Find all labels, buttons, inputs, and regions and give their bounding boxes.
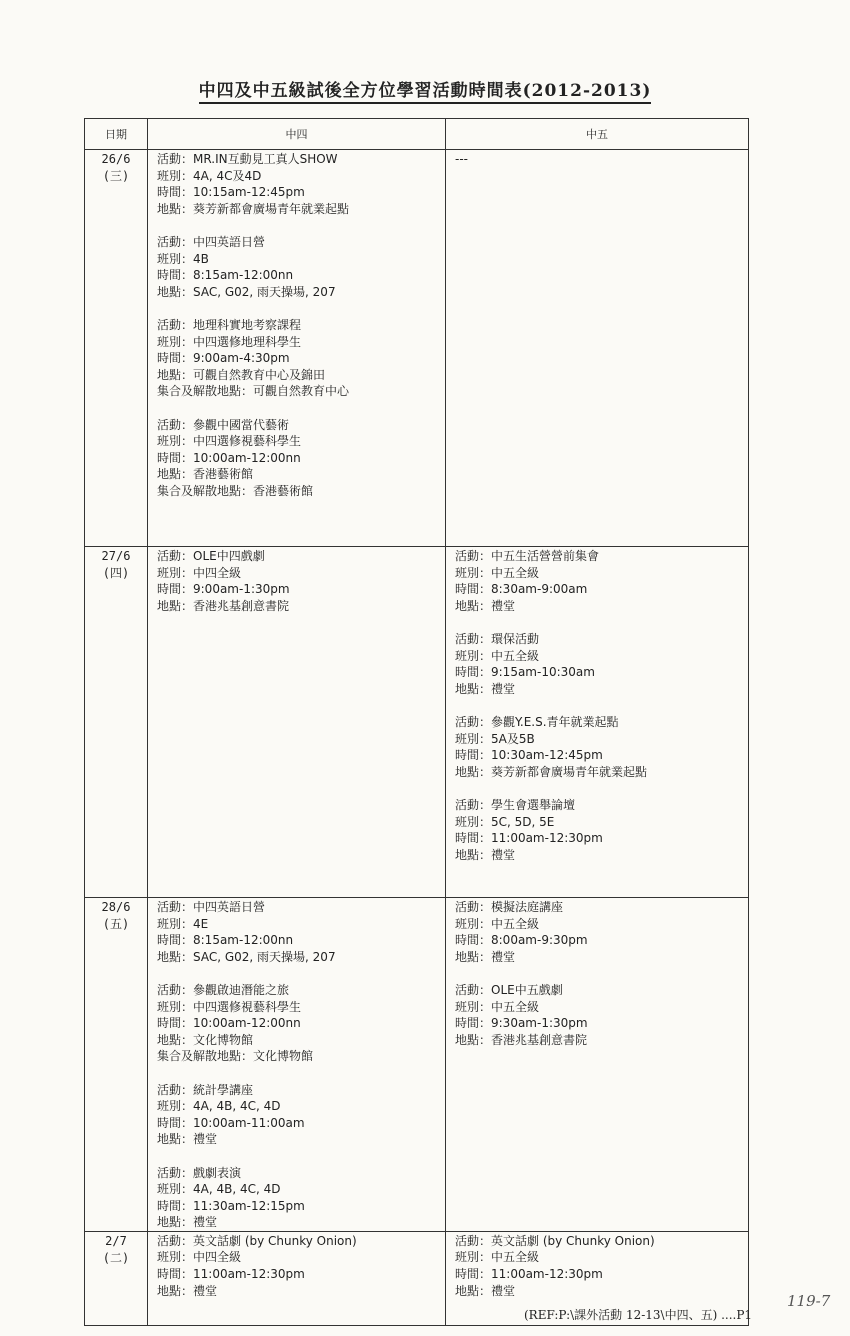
activity-line: 時間：10:15am-12:45pm (157, 185, 305, 200)
date-value: 27/6 (101, 549, 131, 563)
activity-line: 活動：中四英語日營 (157, 234, 266, 249)
activity-line: 活動：中五生活營營前集會 (455, 549, 600, 563)
form4-cell (148, 898, 446, 1232)
activity-line: 時間：9:30am-1:30pm (455, 1016, 588, 1031)
no-activity-text: --- (455, 152, 468, 166)
form4-cell (148, 547, 446, 898)
activity-line: 地點：禮堂 (455, 598, 516, 613)
activity-line: 地點：禮堂 (455, 847, 516, 862)
header-date: 日期 (85, 119, 148, 150)
weekday-value: (五) (102, 917, 130, 931)
footer-reference: (REF:P:\課外活動 12-13\中四、五) ....P1 (524, 1308, 753, 1322)
activity-block (157, 151, 445, 217)
activity-block (455, 548, 748, 614)
activity-block (157, 1082, 445, 1148)
activity-line: 活動：模擬法庭講座 (455, 900, 564, 914)
activity-line: 地點：可觀自然教育中心及錦田 (157, 367, 326, 382)
activity-line: 班別：5C, 5D, 5E (455, 814, 555, 829)
table-row (85, 150, 749, 547)
activity-line: 班別：5A及5B (455, 731, 535, 746)
activity-line: 時間：10:00am-11:00am (157, 1115, 305, 1130)
date-value: 26/6 (101, 152, 131, 166)
activity-line: 活動：戲劇表演 (157, 1165, 242, 1180)
activity-line: 時間：11:00am-12:30pm (157, 1267, 305, 1282)
activity-line: 班別：中四選修視藝科學生 (157, 999, 302, 1014)
activity-line: 時間：9:00am-1:30pm (157, 582, 290, 597)
activity-line: 時間：9:00am-4:30pm (157, 351, 290, 366)
header-form5: 中五 (446, 119, 749, 150)
schedule-table (84, 118, 749, 1326)
form5-cell (446, 150, 749, 547)
activity-block (157, 317, 445, 400)
form4-cell (148, 150, 446, 547)
activity-line: 活動：參觀Y.E.S.青年就業起點 (455, 714, 619, 729)
activity-block (157, 234, 445, 300)
activity-line: 地點：葵芳新都會廣場青年就業起點 (157, 201, 350, 216)
activity-line: 班別：中五全級 (455, 1250, 540, 1265)
activity-line: 活動：學生會選舉論壇 (455, 797, 576, 812)
activity-line: 班別：中四選修地理科學生 (157, 334, 302, 349)
activity-line: 地點：禮堂 (157, 1132, 218, 1147)
activity-line: 集合及解散地點：香港藝術館 (157, 483, 314, 498)
activity-line: 班別：中五全級 (455, 999, 540, 1014)
activity-line: 地點：禮堂 (455, 949, 516, 964)
date-value: 28/6 (101, 900, 131, 914)
activity-line: 活動：英文話劇 (by Chunky Onion) (455, 1233, 655, 1248)
activity-line: 地點：香港兆基創意書院 (455, 1032, 588, 1047)
activity-line: 班別：4A, 4C及4D (157, 168, 262, 183)
activity-line: 地點：葵芳新都會廣場青年就業起點 (455, 764, 648, 779)
activity-line: 班別：中四選修視藝科學生 (157, 434, 302, 449)
activity-line: 活動：OLE中五戲劇 (455, 982, 563, 997)
form4-cell (148, 1231, 446, 1325)
activity-line: 班別：中五全級 (455, 565, 540, 580)
activity-block (157, 417, 445, 500)
activity-line: 時間：8:15am-12:00nn (157, 933, 294, 948)
activity-line: 集合及解散地點：可觀自然教育中心 (157, 384, 350, 399)
activity-line: 時間：8:00am-9:30pm (455, 933, 588, 948)
activity-line: 活動：地理科實地考察課程 (157, 317, 302, 332)
activity-line: 時間：8:15am-12:00nn (157, 268, 294, 283)
table-row (85, 898, 749, 1232)
activity-block (157, 982, 445, 1065)
activity-line: 班別：4B (157, 251, 209, 266)
activity-line: 時間：10:30am-12:45pm (455, 748, 603, 763)
form5-cell (446, 898, 749, 1232)
activity-line: 時間：8:30am-9:00am (455, 582, 588, 597)
header-form4: 中四 (148, 119, 446, 150)
activity-line: 班別：中五全級 (455, 916, 540, 931)
activity-line: 地點：禮堂 (455, 1283, 516, 1298)
activity-block (157, 1165, 445, 1231)
activity-line: 地點：SAC, G02, 雨天操場, 207 (157, 949, 336, 964)
date-cell (85, 1231, 148, 1325)
activity-line: 班別：中五全級 (455, 648, 540, 663)
activity-line: 地點：禮堂 (157, 1215, 218, 1230)
activity-line: 活動：參觀啟迪潛能之旅 (157, 982, 290, 997)
activity-line: 活動：英文話劇 (by Chunky Onion) (157, 1233, 357, 1248)
activity-line: 時間：10:00am-12:00nn (157, 450, 301, 465)
activity-line: 活動：參觀中國當代藝術 (157, 417, 290, 432)
activity-line: 地點：香港藝術館 (157, 467, 254, 482)
date-value: 2/7 (105, 1233, 127, 1248)
weekday-value: (二) (102, 1250, 130, 1265)
date-cell (85, 898, 148, 1232)
activity-block (455, 714, 748, 780)
activity-line: 地點：禮堂 (455, 681, 516, 696)
document-title: 中四及中五級試後全方位學習活動時間表(2012-2013) (0, 76, 850, 101)
date-cell (85, 150, 148, 547)
activity-line: 活動：OLE中四戲劇 (157, 549, 265, 563)
activity-line: 集合及解散地點：文化博物館 (157, 1049, 314, 1064)
activity-line: 班別：4E (157, 916, 209, 931)
activity-block (455, 797, 748, 863)
table-row (85, 547, 749, 898)
activity-line: 班別：4A, 4B, 4C, 4D (157, 1099, 281, 1114)
activity-line: 時間：10:00am-12:00nn (157, 1016, 301, 1031)
activity-line: 時間：11:30am-12:15pm (157, 1198, 305, 1213)
activity-block (455, 1233, 748, 1299)
activity-line: 活動：MR.IN互動見工真人SHOW (157, 152, 338, 166)
activity-block (455, 631, 748, 697)
activity-line: 時間：11:00am-12:30pm (455, 1267, 603, 1282)
form5-cell (446, 547, 749, 898)
activity-block (157, 1233, 445, 1299)
activity-line: 班別：中四全級 (157, 565, 242, 580)
weekday-value: (三) (102, 169, 130, 183)
activity-line: 活動：環保活動 (455, 631, 540, 646)
activity-line: 時間：11:00am-12:30pm (455, 831, 603, 846)
weekday-value: (四) (102, 566, 130, 580)
activity-block (157, 899, 445, 965)
activity-line: 地點：SAC, G02, 雨天操場, 207 (157, 284, 336, 299)
activity-line: 地點：禮堂 (157, 1283, 218, 1298)
activity-line: 活動：統計學講座 (157, 1082, 254, 1097)
table-header-row (85, 119, 749, 150)
date-cell (85, 547, 148, 898)
activity-line: 活動：中四英語日營 (157, 900, 266, 914)
handwritten-note: 119-7 (787, 1292, 831, 1310)
activity-line: 班別：中四全級 (157, 1250, 242, 1265)
activity-line: 地點：文化博物館 (157, 1032, 254, 1047)
activity-block (455, 982, 748, 1048)
activity-line: 地點：香港兆基創意書院 (157, 598, 290, 613)
activity-block (455, 899, 748, 965)
activity-line: 時間：9:15am-10:30am (455, 665, 595, 680)
activity-line: 班別：4A, 4B, 4C, 4D (157, 1182, 281, 1197)
activity-block (157, 548, 445, 614)
